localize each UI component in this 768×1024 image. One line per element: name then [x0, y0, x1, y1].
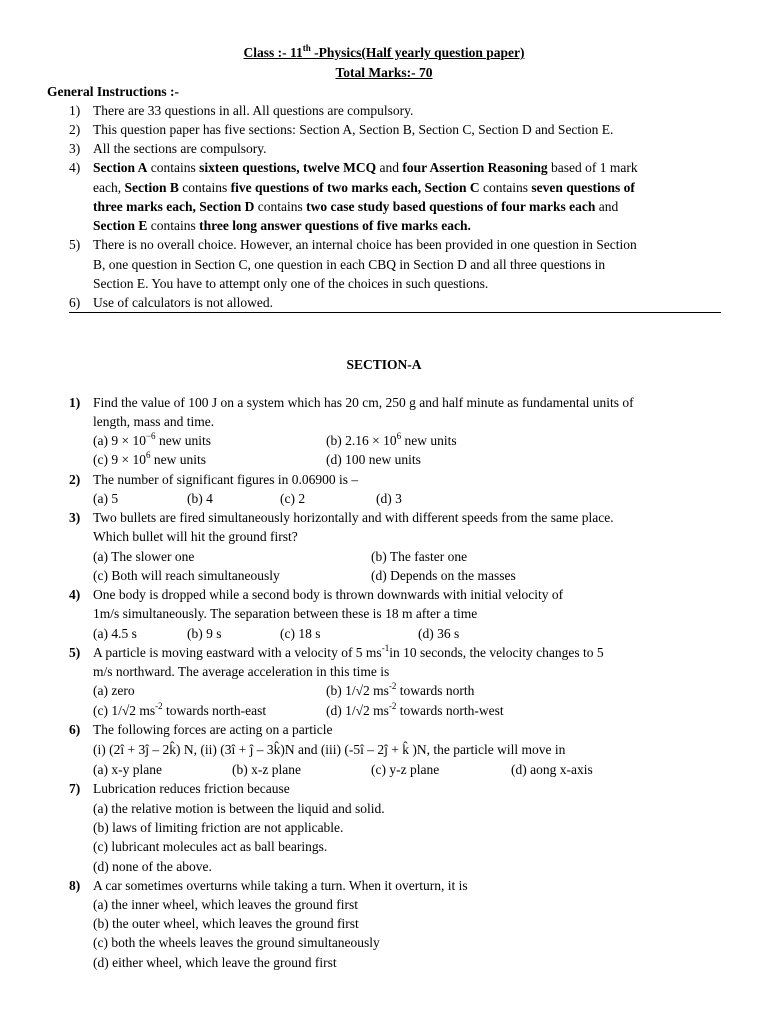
question-number: 1): [69, 395, 81, 410]
instructions-heading: General Instructions :-: [47, 84, 179, 99]
option-c: [93, 450, 206, 469]
question-text: The number of significant figures in 0.06900 is –: [93, 472, 359, 487]
option-a: (a) the inner wheel, which leaves the ground first: [93, 897, 359, 912]
question-text: Lubrication reduces friction because: [93, 781, 290, 796]
option-b: [326, 431, 457, 450]
option-a: (a) The slower one: [93, 549, 195, 564]
option-b: (b) 4: [187, 491, 213, 506]
option-b: (b) x-z plane: [232, 762, 301, 777]
option-d: [326, 701, 504, 720]
option-b: (b) The faster one: [371, 549, 468, 564]
text: and: [376, 160, 403, 175]
text: contains: [147, 218, 200, 233]
option-c: (c) both the wheels leaves the ground simultaneously: [93, 935, 380, 950]
instruction-text: B, one question in Section C, one question in each CBQ in Section D and all three questions in: [93, 257, 606, 272]
option-c: (c) 18 s: [280, 626, 321, 641]
instruction-number: 1): [69, 103, 81, 118]
text: contains: [178, 180, 231, 195]
text: towards north: [396, 683, 475, 698]
text: contains: [147, 160, 200, 175]
question-text: [93, 643, 604, 662]
instruction-text: [93, 197, 618, 216]
option-c: (c) 2: [280, 491, 306, 506]
question-text: Find the value of 100 J on a system which has 20 cm, 250 g and half minute as fundamental units of: [93, 395, 634, 410]
option-c: (c) Both will reach simultaneously: [93, 568, 280, 583]
instruction-number: 5): [69, 237, 81, 252]
instruction-number: 4): [69, 160, 81, 175]
option-d: (d) Depends on the masses: [371, 568, 516, 583]
instruction-text: [93, 178, 635, 197]
option-a: (a) 4.5 s: [93, 626, 137, 641]
text: and: [595, 199, 619, 214]
question-number: 2): [69, 472, 81, 487]
bold-text: two case study based questions of four marks each: [306, 199, 596, 214]
question-number: 7): [69, 781, 81, 796]
text: A particle is moving eastward with a velocity of 5 ms: [93, 645, 382, 660]
instruction-text: This question paper has five sections: Section A, Section B, Section C, Section D and Section E.: [93, 122, 614, 137]
title-text-rest: -Physics(Half yearly question paper): [310, 45, 525, 60]
bold-text: sixteen questions, twelve MCQ: [199, 160, 377, 175]
option-d: (d) 36 s: [418, 626, 460, 641]
option-a: (a) 5: [93, 491, 119, 506]
instruction-text: Section E. You have to attempt only one of the choices in such questions.: [93, 276, 489, 291]
instruction-text: There is no overall choice. However, an internal choice has been provided in one question in Section: [93, 237, 637, 252]
option-a: [93, 431, 211, 450]
option-c: (c) y-z plane: [371, 762, 440, 777]
question-text: Which bullet will hit the ground first?: [93, 529, 298, 544]
question-number: 3): [69, 510, 81, 525]
question-text: The following forces are acting on a particle: [93, 722, 333, 737]
option-c: [93, 701, 266, 720]
question-text: (i) (2î + 3ĵ – 2k̂) N, (ii) (3î + ĵ – 3k̂)N and (iii) (-5î – 2ĵ + k̂ )N, the particle will move in: [93, 742, 566, 757]
option-a: (a) zero: [93, 683, 135, 698]
instruction-text: [93, 158, 638, 177]
question-number: 6): [69, 722, 81, 737]
question-text: length, mass and time.: [93, 414, 215, 429]
question-number: 8): [69, 878, 81, 893]
text: new units: [150, 452, 206, 467]
superscript: 6: [396, 430, 402, 441]
divider-line: [69, 312, 721, 313]
option-a: (a) the relative motion is between the liquid and solid.: [93, 801, 385, 816]
text: new units: [401, 433, 457, 448]
question-text: 1m/s simultaneously. The separation between these is 18 m after a time: [93, 606, 478, 621]
text: in 10 seconds, the velocity changes to 5: [389, 645, 604, 660]
option-b: (b) 9 s: [187, 626, 222, 641]
option-d: (d) 100 new units: [326, 452, 421, 467]
superscript: -1: [381, 642, 390, 653]
bold-text: seven questions of: [531, 180, 635, 195]
question-text: Two bullets are fired simultaneously horizontally and with different speeds from the same place.: [93, 510, 614, 525]
superscript: -2: [388, 680, 397, 691]
text: (c) 9 × 10: [93, 452, 146, 467]
title-superscript: th: [302, 42, 311, 53]
text: (b) 1/√2 ms: [326, 683, 389, 698]
option-b: [326, 681, 474, 700]
option-b: (b) laws of limiting friction are not applicable.: [93, 820, 344, 835]
option-d: (d) none of the above.: [93, 859, 212, 874]
instruction-text: Use of calculators is not allowed.: [93, 295, 273, 310]
bold-text: Section A: [93, 160, 148, 175]
text: (b) 2.16 × 10: [326, 433, 397, 448]
superscript: -2: [388, 700, 397, 711]
option-a: (a) x-y plane: [93, 762, 162, 777]
instruction-number: 2): [69, 122, 81, 137]
paper-title: [0, 43, 768, 62]
text: contains: [479, 180, 532, 195]
text: (d) 1/√2 ms: [326, 703, 389, 718]
superscript: −6: [145, 430, 156, 441]
instruction-text: [93, 216, 471, 235]
option-b: (b) the outer wheel, which leaves the ground first: [93, 916, 359, 931]
question-text: One body is dropped while a second body is thrown downwards with initial velocity of: [93, 587, 564, 602]
instruction-number: 3): [69, 141, 81, 156]
question-text: A car sometimes overturns while taking a turn. When it overturn, it is: [93, 878, 468, 893]
instruction-number: 6): [69, 295, 81, 310]
text: towards north-west: [396, 703, 504, 718]
instruction-text: There are 33 questions in all. All questions are compulsory.: [93, 103, 414, 118]
bold-text: Section E: [93, 218, 148, 233]
total-marks: Total Marks:- 70: [335, 65, 433, 80]
option-c: (c) lubricant molecules act as ball bearings.: [93, 839, 328, 854]
superscript: 6: [145, 449, 151, 460]
bold-text: three long answer questions of five marks each.: [199, 218, 471, 233]
superscript: -2: [155, 700, 163, 711]
question-number: 5): [69, 645, 81, 660]
text: towards north-east: [162, 703, 267, 718]
instruction-text: All the sections are compulsory.: [93, 141, 267, 156]
text: (c) 1/√2 ms: [93, 703, 156, 718]
text: new units: [155, 433, 212, 448]
title-text: Class :- 11: [243, 45, 303, 60]
bold-text: four Assertion Reasoning: [402, 160, 548, 175]
option-d: (d) either wheel, which leave the ground first: [93, 955, 337, 970]
bold-text: five questions of two marks each, Section C: [230, 180, 480, 195]
text: contains: [254, 199, 307, 214]
option-d: (d) 3: [376, 491, 402, 506]
text: each,: [93, 180, 125, 195]
text: (a) 9 × 10: [93, 433, 146, 448]
section-title: SECTION-A: [346, 357, 422, 372]
question-text: m/s northward. The average acceleration in this time is: [93, 664, 390, 679]
bold-text: three marks each, Section D: [93, 199, 255, 214]
option-d: (d) aong x-axis: [511, 762, 593, 777]
question-number: 4): [69, 587, 81, 602]
bold-text: Section B: [124, 180, 179, 195]
text: based of 1 mark: [547, 160, 638, 175]
